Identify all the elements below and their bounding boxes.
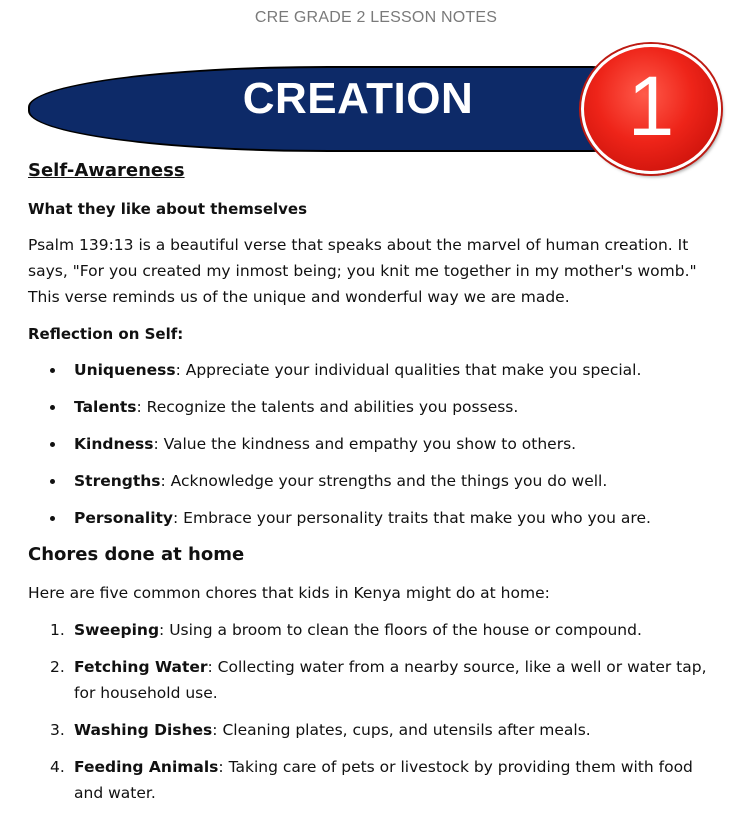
reflection-heading: Reflection on Self: — [28, 325, 184, 343]
item-text: : Collecting water from a nearby source, like a well or water tap, for household use. — [74, 658, 707, 702]
bullet-icon — [50, 479, 55, 484]
bullet-icon — [50, 405, 55, 410]
item-number: 4. — [50, 758, 65, 776]
item-text: : Value the kindness and empathy you show to others. — [153, 435, 577, 453]
item-text: : Appreciate your individual qualities that make you special. — [175, 361, 642, 379]
item-term: Sweeping — [74, 621, 160, 639]
lesson-banner — [28, 66, 648, 150]
item-text: : Cleaning plates, cups, and utensils after meals. — [212, 721, 591, 739]
reflection-list — [28, 357, 728, 542]
bullet-icon — [50, 442, 55, 447]
section-title-chores: Chores done at home — [28, 544, 245, 565]
subheading-likes: What they like about themselves — [28, 200, 308, 218]
item-text: : Taking care of pets or livestock by providing them with food and water. — [74, 758, 693, 802]
list-item — [28, 717, 714, 743]
item-term: Kindness — [74, 435, 154, 453]
list-item — [28, 617, 714, 643]
section-title-self-awareness: Self-Awareness — [28, 160, 185, 181]
item-text: : Using a broom to clean the floors of the house or compound. — [159, 621, 642, 639]
list-item — [28, 654, 714, 706]
list-item — [28, 431, 728, 468]
item-term: Uniqueness — [74, 361, 176, 379]
bullet-icon — [50, 368, 55, 373]
list-item — [28, 357, 728, 394]
list-item — [28, 754, 714, 806]
document-header: CRE GRADE 2 LESSON NOTES — [254, 9, 498, 26]
item-term: Talents — [74, 398, 137, 416]
item-number: 1. — [50, 621, 65, 639]
chores-list — [28, 617, 728, 817]
lesson-title: CREATION — [242, 74, 474, 123]
item-term: Strengths — [74, 472, 161, 490]
chores-intro: Here are five common chores that kids in Kenya might do at home: — [28, 584, 550, 602]
lesson-number-badge — [581, 44, 721, 174]
item-term: Washing Dishes — [74, 721, 213, 739]
item-text: : Acknowledge your strengths and the things you do well. — [160, 472, 608, 490]
list-item — [28, 468, 728, 505]
item-number: 3. — [50, 721, 65, 739]
psalm-paragraph: Psalm 139:13 is a beautiful verse that speaks about the marvel of human creation. It says, "For you created my inmost being; you knit me together in my mother's womb." This verse reminds us of the unique and wonderful way we are made. — [28, 236, 697, 306]
item-number: 2. — [50, 658, 65, 676]
item-term: Feeding Animals — [74, 758, 219, 776]
item-term: Personality — [74, 509, 174, 527]
lesson-number: 1 — [627, 59, 675, 153]
bullet-icon — [50, 516, 55, 521]
list-item — [28, 394, 728, 431]
item-term: Fetching Water — [74, 658, 208, 676]
list-item — [28, 505, 728, 542]
item-text: : Recognize the talents and abilities you possess. — [136, 398, 519, 416]
item-text: : Embrace your personality traits that make you who you are. — [173, 509, 651, 527]
